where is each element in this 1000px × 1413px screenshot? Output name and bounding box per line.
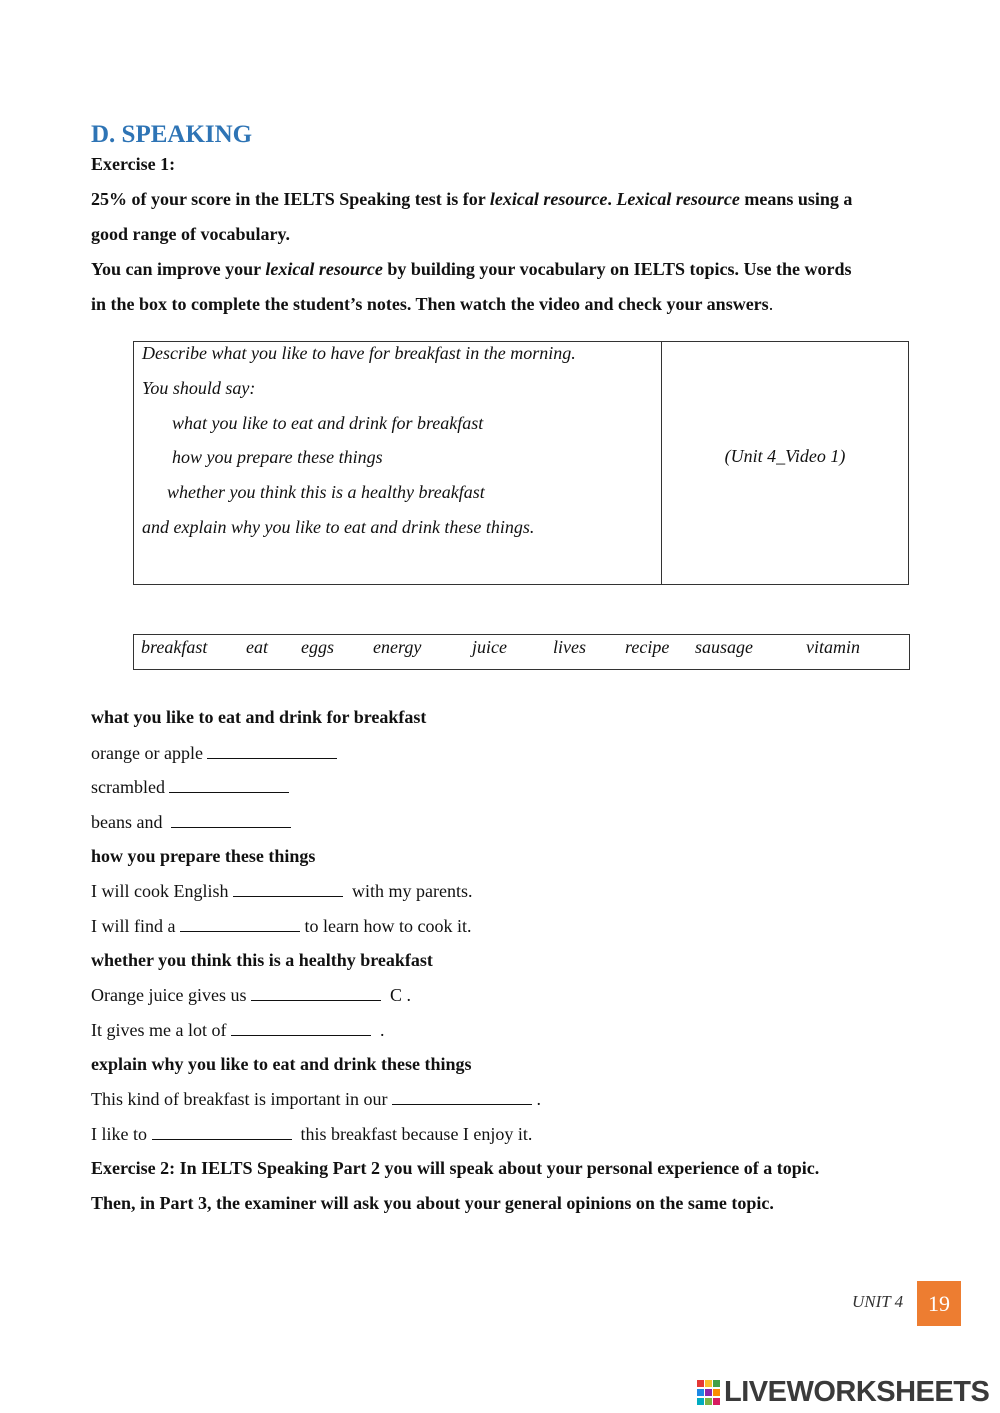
intro1-text-a: 25% of your score in the IELTS Speaking test is for: [91, 189, 490, 209]
word-lives: lives: [553, 637, 586, 657]
notes-heading-4: explain why you like to eat and drink these things: [91, 1054, 472, 1074]
intro2-period: .: [768, 294, 774, 314]
note-text: this breakfast because I enjoy it.: [300, 1124, 533, 1144]
intro1-text-e: means using a: [739, 189, 853, 209]
intro1-term-2: Lexical resource: [616, 189, 740, 209]
word-recipe: recipe: [625, 637, 670, 657]
answer-blank[interactable]: [207, 742, 337, 759]
answer-blank[interactable]: [231, 1019, 371, 1036]
exercise1-intro-line2: good range of vocabulary.: [91, 224, 291, 244]
word-sausage: sausage: [695, 637, 753, 657]
task-card-point-1: what you like to eat and drink for breakfast: [172, 413, 484, 433]
video-reference: (Unit 4_Video 1): [724, 446, 846, 466]
note-text: .: [536, 1089, 541, 1109]
exercise2-line2: Then, in Part 3, the examiner will ask you about your general opinions on the same topic.: [91, 1193, 774, 1213]
note-text: This kind of breakfast is important in our: [91, 1089, 388, 1109]
note-text: beans and: [91, 812, 163, 832]
section-title: D. SPEAKING: [91, 121, 253, 148]
note-text: scrambled: [91, 777, 165, 797]
answer-blank[interactable]: [171, 811, 291, 828]
note-text: I will find a: [91, 916, 176, 936]
footer-unit-label: UNIT 4: [852, 1292, 904, 1311]
note-find-recipe: [91, 915, 471, 937]
note-text: It gives me a lot of: [91, 1020, 227, 1040]
intro2-text-d: in the box to complete the student’s notes. Then watch the video and check your answers: [91, 294, 769, 314]
intro1-text-c: .: [607, 189, 617, 209]
word-energy: energy: [373, 637, 422, 657]
note-text: I will cook English: [91, 881, 229, 901]
word-eat: eat: [246, 637, 268, 657]
notes-heading-2: how you prepare these things: [91, 846, 316, 866]
exercise2-line1: Exercise 2: In IELTS Speaking Part 2 you will speak about your personal experience of a topic.: [91, 1158, 820, 1178]
task-card-point-2: how you prepare these things: [172, 447, 383, 467]
exercise1-intro-line1: [91, 189, 852, 210]
note-text: to learn how to cook it.: [304, 916, 472, 936]
note-orange-juice: [91, 984, 411, 1006]
notes-heading-1: what you like to eat and drink for breakfast: [91, 707, 427, 727]
note-scrambled: [91, 776, 289, 798]
note-text: Orange juice gives us: [91, 985, 247, 1005]
answer-blank[interactable]: [152, 1123, 292, 1140]
note-text: with my parents.: [352, 881, 473, 901]
intro2-text-c: by building your vocabulary on IELTS topics. Use the words: [382, 259, 852, 279]
word-juice: juice: [472, 637, 507, 657]
note-like-to: [91, 1123, 532, 1145]
word-breakfast: breakfast: [141, 637, 208, 657]
answer-blank[interactable]: [180, 915, 300, 932]
note-orange-apple: [91, 742, 337, 764]
exercise1-intro-line4: [91, 294, 773, 315]
word-eggs: eggs: [301, 637, 334, 657]
note-cook-english: [91, 880, 472, 902]
answer-blank[interactable]: [392, 1088, 532, 1105]
note-text: I like to: [91, 1124, 147, 1144]
liveworksheets-logo-icon: [697, 1380, 721, 1406]
task-card-point-3: whether you think this is a healthy breakfast: [167, 482, 485, 502]
task-card-prompt: Describe what you like to have for breakfast in the morning.: [142, 343, 576, 363]
note-gives-a-lot: [91, 1019, 384, 1041]
answer-blank[interactable]: [169, 776, 289, 793]
note-text: C .: [389, 985, 411, 1005]
intro1-term-1: lexical resource: [489, 189, 608, 209]
word-vitamin: vitamin: [806, 637, 860, 657]
exercise1-intro-line3: [91, 259, 851, 280]
note-beans: [91, 811, 291, 833]
intro2-text-a: You can improve your: [91, 259, 266, 279]
note-important: [91, 1088, 541, 1110]
notes-heading-3: whether you think this is a healthy breakfast: [91, 950, 433, 970]
answer-blank[interactable]: [233, 880, 343, 897]
note-text: .: [379, 1020, 385, 1040]
page-number: 19: [917, 1281, 961, 1326]
answer-blank[interactable]: [251, 984, 381, 1001]
exercise1-heading: Exercise 1:: [91, 154, 176, 174]
liveworksheets-brand[interactable]: LIVEWORKSHEETS: [724, 1376, 990, 1408]
task-card-point-4: and explain why you like to eat and drink these things.: [142, 517, 535, 537]
note-text: orange or apple: [91, 743, 203, 763]
intro2-term: lexical resource: [265, 259, 383, 279]
task-card-you-should-say: You should say:: [142, 378, 256, 398]
